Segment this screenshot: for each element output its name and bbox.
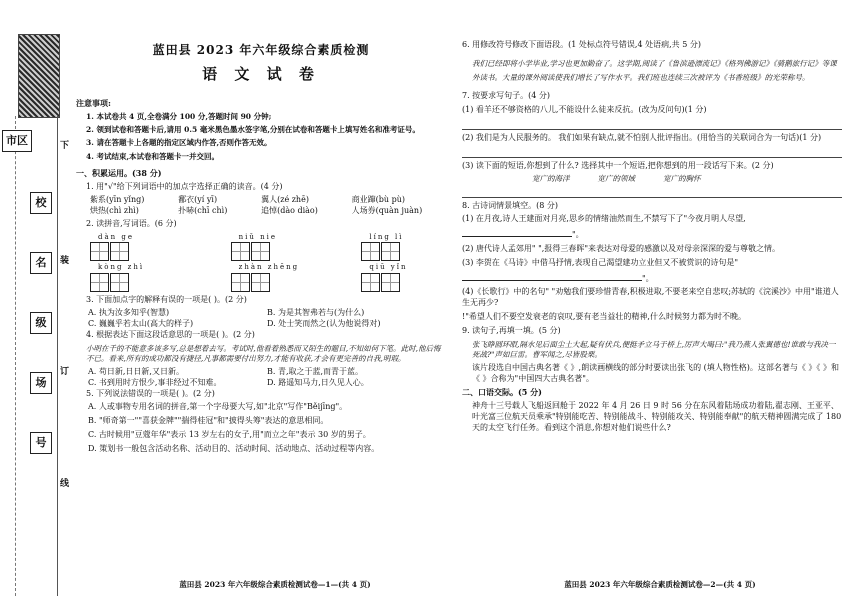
question-4-passage: 小明在千的不能意多该多写,总是想着去写。考试时,他看着熟悉而又陌生的题目,不知如何下笔。此时,他后悔不已。看来,所有的成功都没有捷径,凡事都需要付出努力,才能有收获,才会有更完善的自我,明瑕。 xyxy=(86,343,441,363)
phrase: 宽广的胸怀 xyxy=(663,174,701,184)
options-q4 xyxy=(88,367,446,389)
binding-margin xyxy=(0,0,70,609)
question-9: 9. 读句子,再填一填。(5 分) xyxy=(462,325,561,335)
notice-item: 4. 考试结束,本试卷和答题卡一并交回。 xyxy=(86,151,220,161)
phrase: 宽广的领域 xyxy=(597,174,635,184)
option[interactable]: D. 路遥知马力,日久见人心。 xyxy=(267,377,369,387)
pinyin-label: niǔ nie xyxy=(238,232,278,241)
question-8-1b xyxy=(462,228,842,241)
notice-heading: 注意事项: xyxy=(76,98,111,109)
question-8-2: (2) 唐代诗人孟郊用" ",报得三春晖"来表达对母爱的感激以及对母亲深深的爱与尊敬之情。 xyxy=(462,244,780,253)
reading-item[interactable]: 翼人(zé zhē) xyxy=(261,195,309,205)
fill-blank[interactable] xyxy=(462,272,642,281)
phrase-list xyxy=(532,174,842,184)
answer-line[interactable] xyxy=(462,147,842,158)
cut-label-1: 下 xyxy=(60,141,70,151)
question-8-1 xyxy=(462,214,842,225)
barcode-pattern xyxy=(18,34,60,118)
margin-dashed-line xyxy=(15,116,16,596)
section-heading: 一、积累运用。(38 分) xyxy=(76,167,162,178)
reading-item[interactable]: 烘热(chì zhì) xyxy=(90,206,139,216)
option[interactable]: B. "师奇第一""喜获金牌""揣得桂冠"和"披得头筹"表达的意思相同。 xyxy=(88,416,329,426)
page-two xyxy=(462,40,842,437)
question-6-passage: 我们已经即将小学毕业,学习也更加勤奋了。这学期,阅读了《鲁滨逊漂流记》《格列佛游记》《骑鹅旅行记》等课外读书。大量的课外阅读使我们增长了写作水平。我们班也连续三次被评为《书香班级》的光荣称号。 xyxy=(472,58,837,83)
option[interactable]: D. 处士笑而然之(认为他说得对) xyxy=(267,319,381,329)
question-8-4b: !"希望人们不要空发衰老的哀叹,要有老当益壮的精神,什么时候努力都为时不晚。 xyxy=(462,311,746,321)
options-q3 xyxy=(88,308,446,330)
pinyin-row xyxy=(90,233,446,261)
option[interactable]: C. 巍巍乎若太山(高大的样子) xyxy=(88,319,194,329)
writing-boxes[interactable] xyxy=(231,242,271,261)
reading-item[interactable]: 紫系(yīn yǐng) xyxy=(90,195,145,205)
oral-passage: 神舟十三号载人飞船返回舱于 2022 年 4 月 26 日 9 时 56 分在东风着陆场成功着陆,翟志刚、王亚平、叶光富三位航天员乘承"特别能吃苦、特别能战斗、特别能攻关、特别能奉献"的航天精神圆满完成了 180 天的太空飞行任务。看到这个消息,你想对他们说些什么? xyxy=(472,401,842,432)
field-school: 校 xyxy=(30,192,52,214)
writing-boxes[interactable] xyxy=(361,242,401,261)
reading-item[interactable]: 扑哧(chī chì) xyxy=(178,206,228,216)
question-6: 6. 用修改符号修改下面语段。(1 处标点符号错误,4 处语病,共 5 分) xyxy=(462,40,701,49)
cut-label-2: 装 xyxy=(60,256,70,266)
notice-item: 1. 本试卷共 4 页,全卷满分 100 分,答题时间 90 分钟; xyxy=(86,112,272,122)
section-heading: 二、口语交际。(5 分) xyxy=(462,387,542,398)
question-3: 3. 下面加点字的解释有误的一项是( )。(2 分) xyxy=(86,294,247,304)
pinyin-label: kòng zhì xyxy=(98,263,145,272)
option[interactable]: A. 人或事物专用名词的拼音,第一个字母要大写,如"北京"写作"Běijīng"。 xyxy=(88,402,348,412)
option[interactable]: A. 执为汝多知乎(智慧) xyxy=(88,308,170,318)
writing-boxes[interactable] xyxy=(361,273,401,292)
question-7-1: (1) 看羊还不够资格的八儿,不能设什么徒来反抗。(改为反问句)(1 分) xyxy=(462,105,707,115)
reading-item[interactable]: 人场券(quàn juàn) xyxy=(351,206,423,216)
question-7: 7. 按要求写句子。(4 分) xyxy=(462,91,551,101)
question-1: 1. 用"√"给下列词语中的加点字选择正确的读音。(4 分) xyxy=(86,181,283,191)
question-7-2: (2) 我们是为人民服务的。 我们如果有缺点,就不怕别人批评指出。(用恰当的关联词合为一句话)(1 分) xyxy=(462,132,822,142)
margin-cut-line xyxy=(57,116,58,596)
answer-line[interactable] xyxy=(462,187,842,198)
cut-label-3: 订 xyxy=(60,367,70,377)
exam-subtitle: 语 文 试 卷 xyxy=(202,65,320,84)
writing-boxes[interactable] xyxy=(90,242,130,261)
reading-item[interactable]: 商业蹿(bù pù) xyxy=(351,195,405,205)
question-7-3: (3) 读下面的短语,你想到了什么? 选择其中一个短语,把你想到的用一段话写下来。(2 分) xyxy=(462,160,774,170)
exam-title: 蓝田县 2023 年六年级综合素质检测 xyxy=(152,43,370,57)
notice-item: 3. 请在答题卡上各题的指定区域内作答,否则作答无效。 xyxy=(86,138,272,148)
question-5: 5. 下列说法错误的一项是( )。(2 分) xyxy=(86,388,215,398)
field-name: 名 xyxy=(30,252,52,274)
fill-blank[interactable] xyxy=(462,228,572,237)
question-9-passage: 张飞睁圆环眼,隔水见后面尘土大起,疑有伏兵,便挺矛立马于桥上,厉声大喝曰:"我乃燕人张翼德也!谁敢与我决一死战?"声如巨雷。曹军闻之,尽皆股栗。 xyxy=(472,339,836,359)
field-class: 级 xyxy=(30,312,52,334)
reading-item[interactable]: 追悼(dào diào) xyxy=(261,206,318,216)
question-8-3b-text: "。 xyxy=(642,273,654,283)
phrase: 宽广的海洋 xyxy=(532,174,570,184)
pinyin-row xyxy=(90,263,446,291)
pinyin-label: qiū yǐn xyxy=(369,263,408,272)
notice-item: 2. 领到试卷和答题卡后,请用 0.5 毫米黑色墨水签字笔,分别在试卷和答题卡上填写姓名和准考证号。 xyxy=(86,125,420,135)
question-8-3b xyxy=(462,272,842,285)
question-4: 4. 根据表达下面这段话意思的一项是( )。(2 分) xyxy=(86,329,255,339)
cut-label-4: 线 xyxy=(60,479,70,489)
footer-page-2: 蓝田县 2023 年六年级综合素质检测试卷—2—(共 4 页) xyxy=(564,580,756,589)
option[interactable]: C. 古时候用"豆蔻年华"表示 13 岁左右的女子,用"而立之年"表示 30 岁的男子。 xyxy=(88,430,371,440)
option[interactable]: B. 为是其智弗若与(为什么) xyxy=(267,308,365,318)
reading-options xyxy=(90,195,446,217)
field-room: 场 xyxy=(30,372,52,394)
question-8-3: (3) 李贺在《马诗》中借马抒情,表现自己渴望建功立业但又不被赏识的诗句是" xyxy=(462,257,739,267)
answer-line[interactable] xyxy=(462,119,842,130)
question-8-1b-text: "。 xyxy=(572,230,584,240)
option[interactable]: D. 策划书一般包含活动名称、活动目的、活动时间、活动地点、活动过程等内容。 xyxy=(88,443,380,453)
question-9-fill: 该片段选自中国古典名著《 》,朗读画横线的部分时要读出张飞的 (填人物性格)。这部名著与《 》《 》和《 》合称为"中国四大古典名著"。 xyxy=(472,362,839,383)
writing-boxes[interactable] xyxy=(90,273,130,292)
field-number: 号 xyxy=(30,432,52,454)
option[interactable]: C. 书到用时方恨少,事非经过不知难。 xyxy=(88,377,222,387)
page-one xyxy=(76,0,446,458)
pinyin-label: dàn ge xyxy=(98,232,135,241)
question-8-1-text: (1) 在月夜,诗人王建面对月亮,思乡的情绪油然而生,不禁写下了"今夜月明人尽望, xyxy=(462,214,746,224)
question-2: 2. 读拼音,写词语。(6 分) xyxy=(86,218,177,228)
option[interactable]: B. 青,取之于蓝,而青于蓝。 xyxy=(267,367,364,377)
field-district: 市区 xyxy=(2,130,32,152)
pinyin-label: zhàn zhēng xyxy=(238,263,300,272)
pinyin-label: líng lì xyxy=(369,232,404,241)
footer-page-1: 蓝田县 2023 年六年级综合素质检测试卷—1—(共 4 页) xyxy=(179,580,371,589)
question-8-4: (4)《长歌行》中的名句" "劝勉我们要珍惜青春,积极进取,不要老来空自悲叹;苏轼的《浣溪沙》中用"谁道人生无再少? xyxy=(462,287,839,308)
writing-boxes[interactable] xyxy=(231,273,271,292)
reading-item[interactable]: 鄱衣(yí yī) xyxy=(178,195,218,205)
option[interactable]: A. 苟日新,日日新,又日新。 xyxy=(88,367,184,377)
question-8: 8. 古诗词情景填空。(8 分) xyxy=(462,200,559,210)
